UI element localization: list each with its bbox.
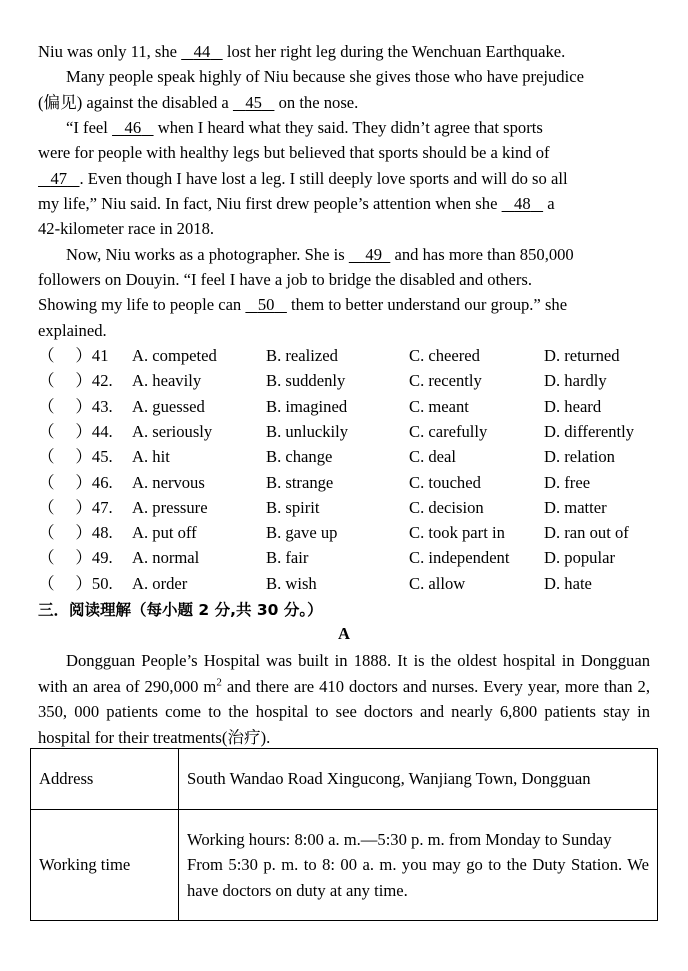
cloze-line-10: followers on Douyin. “I feel I have a job to bridge the disabled and others. xyxy=(38,270,532,289)
option-c: C. carefully xyxy=(409,421,488,441)
passage-label: A xyxy=(338,624,350,643)
option-a: A. seriously xyxy=(132,421,213,441)
option-b: B. suddenly xyxy=(266,371,346,391)
cloze-line-7: my life,” Niu said. In fact, Niu first drew people’s attention when she 48 a xyxy=(38,194,555,213)
table-row-hours xyxy=(31,810,658,921)
cloze-line-6: 47 . Even though I have lost a leg. I still deeply love sports and will do so all xyxy=(38,169,568,189)
option-d: D. hardly xyxy=(544,371,607,391)
option-a: A. order xyxy=(132,573,188,593)
option-c: C. cheered xyxy=(409,346,480,365)
option-a: A. nervous xyxy=(132,472,205,492)
option-a: A. hit xyxy=(132,447,170,467)
question-number: （ ）42. xyxy=(38,371,113,391)
blank-50: 50 xyxy=(257,295,275,314)
option-d: D. heard xyxy=(544,396,602,416)
option-a: A. competed xyxy=(132,346,217,365)
option-d: D. hate xyxy=(544,573,592,593)
cloze-line-2: Many people speak highly of Niu because she gives those who have prejudice xyxy=(66,67,584,86)
option-d: D. relation xyxy=(544,447,615,467)
option-b: B. change xyxy=(266,447,333,467)
question-number: （ ）45. xyxy=(38,447,113,467)
option-c: C. took part in xyxy=(409,523,505,543)
question-number: （ ）44. xyxy=(38,421,113,441)
hours-value xyxy=(179,810,658,921)
option-d: D. free xyxy=(544,472,591,492)
option-a: A. heavily xyxy=(132,371,202,391)
blank-44: 44 xyxy=(193,42,211,61)
hours-line-1: Working hours: 8:00 a. m.—5:30 p. m. from Monday to Sunday xyxy=(187,829,612,849)
option-c: C. meant xyxy=(409,396,469,416)
table-row-address xyxy=(31,749,658,810)
option-b: B. gave up xyxy=(266,523,338,543)
option-a: A. normal xyxy=(132,548,200,568)
option-c: C. deal xyxy=(409,447,457,467)
question-number: （ ）46. xyxy=(38,472,113,492)
hours-line-2: From 5:30 p. m. to 8: 00 a. m. you may go to the Duty Station. We have doctors on duty at any time. xyxy=(187,855,649,900)
option-d: D. ran out of xyxy=(544,523,629,543)
hospital-info-table xyxy=(30,748,658,921)
blank-49: 49 xyxy=(365,245,383,264)
question-number: （ ）50. xyxy=(38,573,113,593)
address-label: Address xyxy=(31,749,179,810)
cloze-line-5: were for people with healthy legs but believed that sports should be a kind of xyxy=(38,143,550,162)
question-number: （ ）49. xyxy=(38,548,113,568)
option-b: B. spirit xyxy=(266,497,320,517)
cloze-line-8: 42-kilometer race in 2018. xyxy=(38,219,215,238)
question-number: （ ）43. xyxy=(38,396,113,416)
blank-47: 47 xyxy=(50,169,68,188)
cloze-line-11: Showing my life to people can 50 them to better understand our group.” she xyxy=(38,295,568,314)
option-b: B. wish xyxy=(266,573,317,593)
option-d: D. returned xyxy=(544,346,620,365)
question-number: （ ）41 xyxy=(38,346,109,365)
option-d: D. matter xyxy=(544,497,607,517)
option-b: B. strange xyxy=(266,472,334,492)
option-c: C. allow xyxy=(409,573,466,593)
option-d: D. differently xyxy=(544,421,635,441)
option-b: B. fair xyxy=(266,548,309,568)
cloze-line-9: Now, Niu works as a photographer. She is 49 and has more than 850,000 xyxy=(66,245,574,264)
hours-label: Working time xyxy=(31,810,179,921)
option-b: B. realized xyxy=(266,346,338,365)
blank-48: 48 xyxy=(514,194,531,213)
option-c: C. touched xyxy=(409,472,481,492)
section-title: 三．阅读理解（每小题 2 分,共 30 分。） xyxy=(38,601,323,619)
option-c: C. decision xyxy=(409,497,484,517)
cloze-line-3: (偏见) against the disabled a 45 on the nose. xyxy=(38,93,359,112)
blank-46: 46 xyxy=(124,118,142,137)
cloze-line-4: “I feel 46 when I heard what they said. They didn’t agree that sports xyxy=(66,118,543,137)
cloze-line-12: explained. xyxy=(38,321,107,340)
option-a: A. pressure xyxy=(132,497,208,517)
blank-45: 45 xyxy=(245,93,262,112)
question-number: （ ）48. xyxy=(38,523,113,543)
address-value: South Wandao Road Xingucong, Wanjiang Town, Dongguan xyxy=(179,749,658,810)
cloze-line-1: Niu was only 11, she 44 lost her right leg during the Wenchuan Earthquake. xyxy=(38,42,566,61)
question-number: （ ）47. xyxy=(38,497,113,517)
option-a: A. guessed xyxy=(132,396,205,416)
option-c: C. independent xyxy=(409,548,510,568)
option-b: B. imagined xyxy=(266,396,348,416)
option-d: D. popular xyxy=(544,548,615,568)
passage-paragraph: Dongguan People’s Hospital was built in 1888. It is the oldest hospital in Dongguan with an area of 290,000 $m^2$ and there are 410 doctors and nurses. Every year, more than 2, 350, 000 patients come to the hospital to see doctors and nearly 6,800 patients stay in hospital for their treatments(治疗). xyxy=(38,651,650,747)
option-b: B. unluckily xyxy=(266,421,349,441)
option-c: C. recently xyxy=(409,371,482,391)
option-a: A. put off xyxy=(132,523,197,543)
